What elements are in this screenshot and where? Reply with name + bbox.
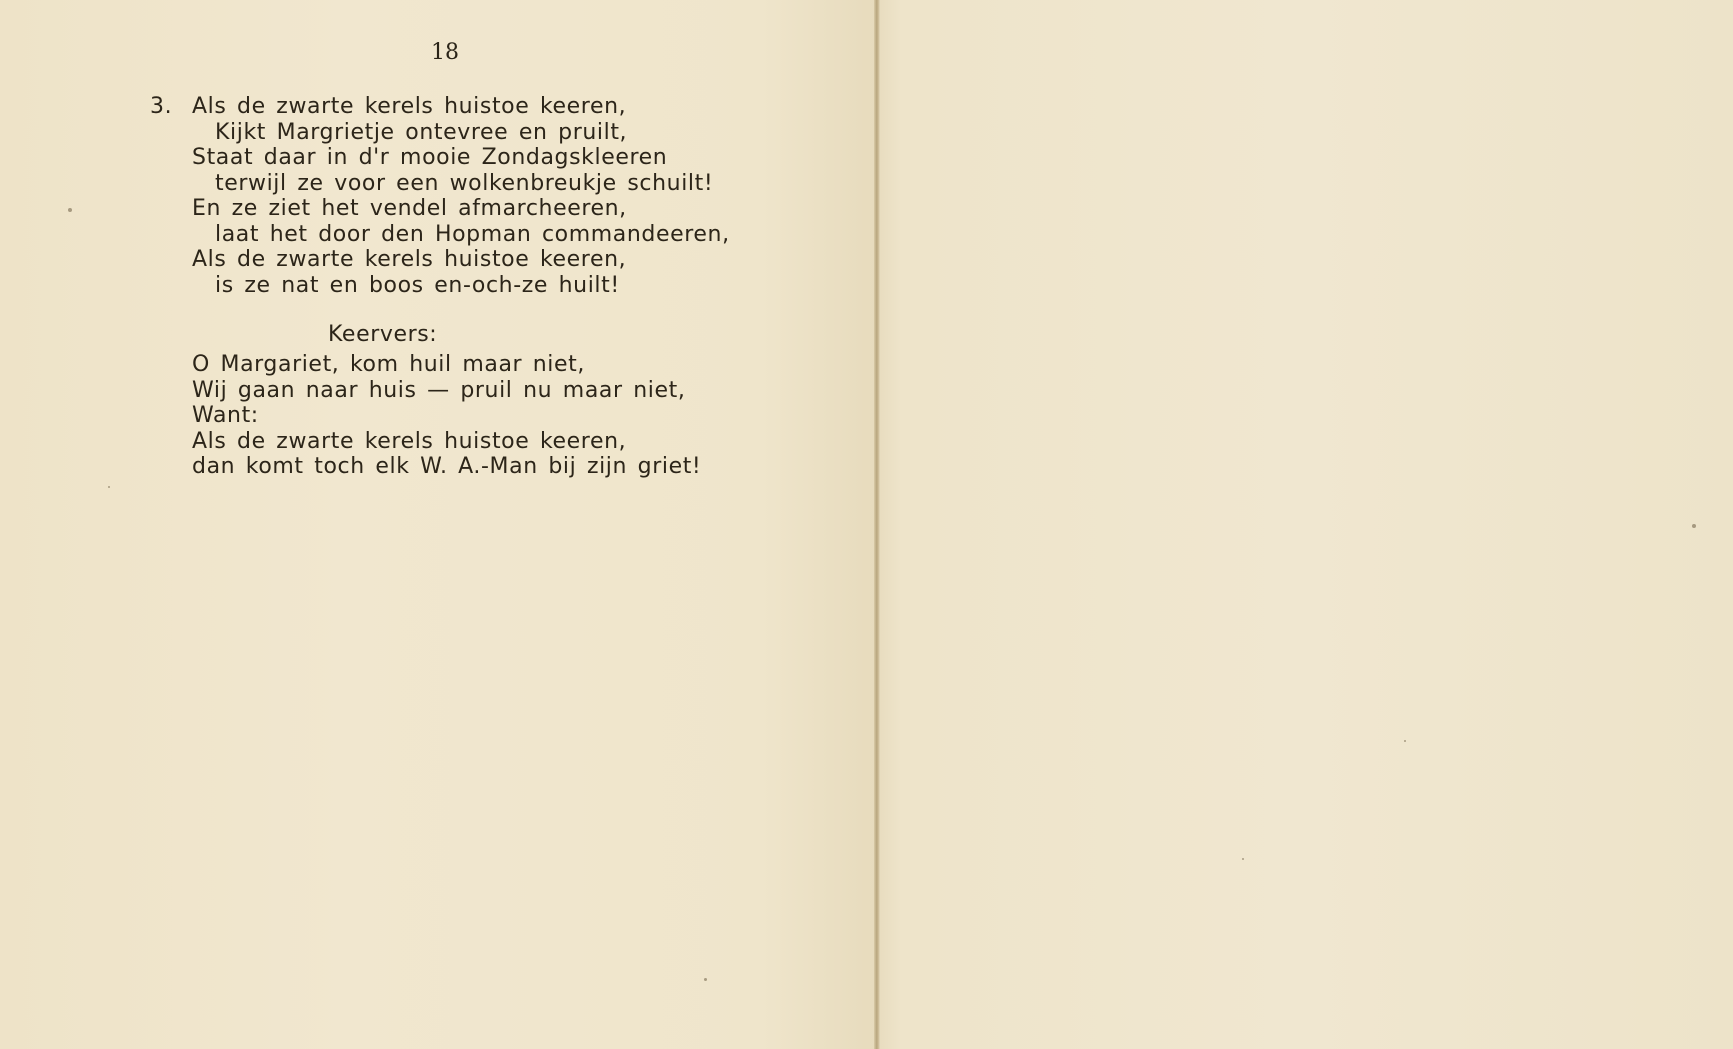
paper-speck [108,486,110,488]
verse-line: terwijl ze voor een wolkenbreukje schuilt! [215,170,714,196]
verse-line: is ze nat en boos en-och-ze huilt! [215,272,620,298]
verse-3 [150,94,730,298]
verse-line: 3. Als de zwarte kerels huistoe keeren, [150,94,627,119]
right-page [880,0,1733,1049]
paper-speck [1692,524,1696,528]
paper-speck [1404,740,1406,742]
verse-number: 3. [150,94,173,119]
page-number: 18 [431,40,459,65]
refrain-line: Want: [192,403,259,428]
refrain-title: Keervers: [328,322,438,347]
refrain-line: Als de zwarte kerels huistoe keeren, [192,428,627,454]
verse-line: Als de zwarte kerels huistoe keeren, [192,247,627,272]
paper-speck [704,978,707,981]
verse-line: laat het door den Hopman commandeeren, [215,221,730,247]
verse-line: En ze ziet het vendel afmarcheeren, [192,196,627,221]
refrain-line: Wij gaan naar huis — pruil nu maar niet, [192,377,686,403]
verse-line: Staat daar in d'r mooie Zondagskleeren [192,145,668,170]
verse-line: Kijkt Margrietje ontevree en pruilt, [215,119,628,145]
refrain [192,352,701,480]
paper-speck [1242,858,1244,860]
refrain-line: O Margariet, kom huil maar niet, [192,352,585,377]
paper-speck [68,208,72,212]
refrain-line: dan komt toch elk W. A.-Man bij zijn griet! [192,454,702,479]
